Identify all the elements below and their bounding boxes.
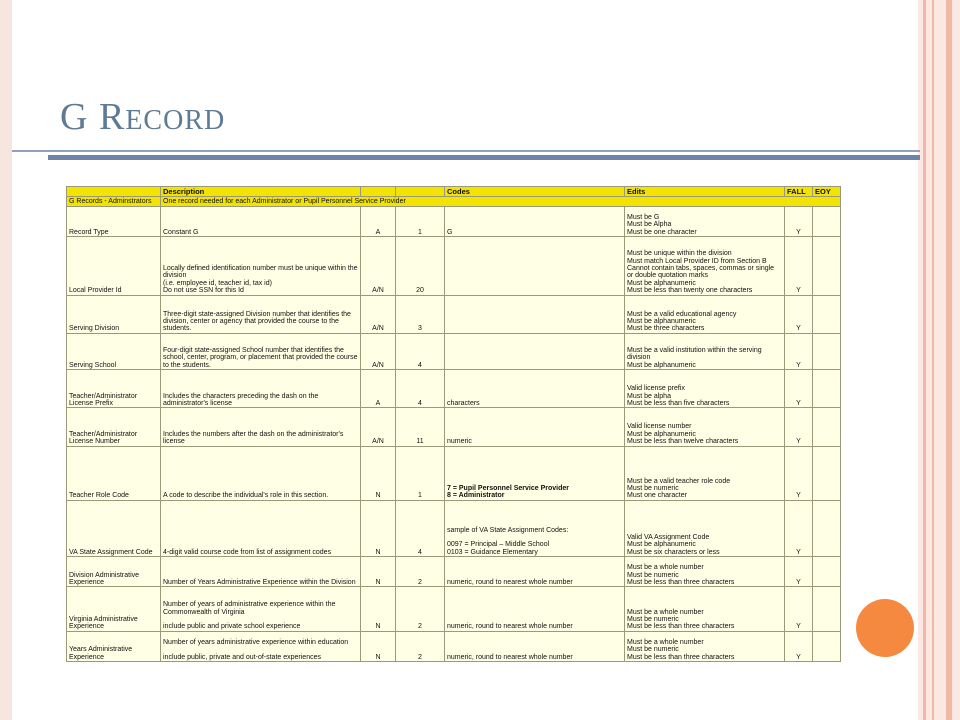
description-cell-line: (i.e. employee id, teacher id, tax id) bbox=[163, 279, 272, 287]
field-name-cell bbox=[67, 237, 161, 295]
eoy-cell bbox=[813, 370, 841, 408]
eoy-cell bbox=[813, 237, 841, 295]
header-codes: Codes bbox=[445, 187, 625, 197]
field-name-cell bbox=[67, 557, 161, 587]
length-cell: 4 bbox=[396, 333, 445, 369]
field-name-cell bbox=[67, 408, 161, 446]
fall-cell: Y bbox=[785, 295, 813, 333]
edits-cell bbox=[625, 370, 785, 408]
edits-cell-line: Must match Local Provider ID from Section B bbox=[627, 257, 767, 265]
description-cell-line: Commonwealth of Virginia bbox=[163, 608, 245, 616]
field-name-cell-line: License Number bbox=[69, 438, 120, 446]
codes-cell bbox=[445, 370, 625, 408]
codes-cell-line: 0097 = Principal – Middle School bbox=[447, 541, 550, 549]
description-cell bbox=[161, 295, 361, 333]
length-cell: 3 bbox=[396, 295, 445, 333]
eoy-cell bbox=[813, 500, 841, 556]
table-row bbox=[67, 587, 841, 631]
edits-cell-line: Must be less than twelve characters bbox=[627, 438, 739, 446]
codes-cell-line: numeric, round to nearest whole number bbox=[447, 653, 573, 661]
header-length bbox=[396, 187, 445, 197]
description-cell-line: Three-digit state-assigned Division number that identifies the bbox=[163, 310, 351, 318]
edits-cell-line: Must be alphanumeric bbox=[627, 318, 696, 326]
codes-cell-line: 0103 = Guidance Elementary bbox=[447, 548, 538, 556]
field-name-cell-line: Experience bbox=[69, 579, 105, 587]
codes-cell-line: 8 = Administrator bbox=[447, 492, 505, 500]
edits-cell-line: Must be a whole number bbox=[627, 638, 704, 646]
codes-cell bbox=[445, 446, 625, 500]
type-cell: N bbox=[361, 500, 396, 556]
left-border bbox=[0, 0, 12, 720]
fall-cell: Y bbox=[785, 446, 813, 500]
description-cell-line: include public and private school experience bbox=[163, 623, 301, 631]
description-cell-line: Locally defined identification number must be unique within the bbox=[163, 265, 358, 272]
field-name-cell bbox=[67, 370, 161, 408]
description-cell bbox=[161, 370, 361, 408]
field-name-cell-line: Virginia Administrative bbox=[69, 615, 138, 623]
codes-cell-line: characters bbox=[447, 399, 480, 407]
table-row bbox=[67, 500, 841, 556]
fall-cell: Y bbox=[785, 370, 813, 408]
codes-cell bbox=[445, 587, 625, 631]
right-stripe bbox=[932, 0, 934, 720]
description-cell-line: Number of years of administrative experience within the bbox=[163, 601, 336, 609]
edits-cell-line: Must be Alpha bbox=[627, 221, 672, 229]
codes-cell bbox=[445, 295, 625, 333]
length-cell: 4 bbox=[396, 370, 445, 408]
length-cell: 1 bbox=[396, 207, 445, 237]
type-cell: A bbox=[361, 207, 396, 237]
eoy-cell bbox=[813, 631, 841, 661]
description-cell bbox=[161, 237, 361, 295]
edits-cell bbox=[625, 631, 785, 661]
table-row bbox=[67, 631, 841, 661]
eoy-cell bbox=[813, 557, 841, 587]
edits-cell bbox=[625, 408, 785, 446]
edits-cell-line: Must be alphanumeric bbox=[627, 541, 696, 549]
edits-cell-line: Valid license prefix bbox=[627, 385, 685, 393]
edits-cell-line: Must be a valid institution within the serving bbox=[627, 346, 762, 354]
eoy-cell bbox=[813, 295, 841, 333]
description-cell-line: include public, private and out-of-state experiences bbox=[163, 653, 321, 661]
description-cell-line: Includes the numbers after the dash on the administrator's bbox=[163, 430, 344, 438]
fall-cell: Y bbox=[785, 237, 813, 295]
codes-cell-line: numeric bbox=[447, 438, 472, 446]
edits-cell-line: Must be alphanumeric bbox=[627, 361, 696, 369]
description-cell-line: license bbox=[163, 438, 185, 446]
length-cell: 4 bbox=[396, 500, 445, 556]
edits-cell-line: Must one character bbox=[627, 492, 687, 500]
title-letter: G bbox=[60, 96, 89, 138]
header-type bbox=[361, 187, 396, 197]
field-name-cell-line: Experience bbox=[69, 623, 105, 631]
header-fall: FALL bbox=[785, 187, 813, 197]
header-row bbox=[67, 187, 841, 197]
description-cell-line: 4-digit valid course code from list of assignment codes bbox=[163, 548, 332, 556]
field-name-cell-line: Local Provider Id bbox=[69, 287, 122, 295]
field-name-cell-line: Serving Division bbox=[69, 325, 120, 333]
edits-cell-line: Must be alphanumeric bbox=[627, 279, 696, 287]
edits-cell-line: Must be a valid educational agency bbox=[627, 310, 737, 318]
description-cell bbox=[161, 631, 361, 661]
section-row bbox=[67, 197, 841, 207]
description-cell-line: Includes the characters preceding the dash on the bbox=[163, 392, 319, 400]
codes-cell bbox=[445, 408, 625, 446]
header-description: Description bbox=[161, 187, 361, 197]
type-cell: N bbox=[361, 631, 396, 661]
codes-cell bbox=[445, 333, 625, 369]
table-row bbox=[67, 446, 841, 500]
section-name: G Records - Adminstrators bbox=[67, 197, 161, 207]
field-name-cell-line: Teacher/Administrator bbox=[69, 430, 138, 438]
codes-cell-line: G bbox=[447, 228, 453, 236]
edits-cell bbox=[625, 295, 785, 333]
codes-cell bbox=[445, 500, 625, 556]
type-cell: A/N bbox=[361, 408, 396, 446]
fall-cell: Y bbox=[785, 587, 813, 631]
type-cell: A/N bbox=[361, 295, 396, 333]
field-name-cell bbox=[67, 500, 161, 556]
codes-cell bbox=[445, 237, 625, 295]
length-cell: 11 bbox=[396, 408, 445, 446]
description-cell-line: Constant G bbox=[163, 228, 199, 236]
description-cell bbox=[161, 446, 361, 500]
eoy-cell bbox=[813, 408, 841, 446]
codes-cell-line: numeric, round to nearest whole number bbox=[447, 623, 573, 631]
description-cell bbox=[161, 500, 361, 556]
edits-cell-line: Must be less than five characters bbox=[627, 399, 730, 407]
type-cell: A/N bbox=[361, 237, 396, 295]
description-cell-line: school, center, program, or placement that provided the course bbox=[163, 354, 358, 362]
edits-cell-line: Valid license number bbox=[627, 423, 692, 431]
table-row bbox=[67, 370, 841, 408]
edits-cell bbox=[625, 587, 785, 631]
edits-cell-line: or double quotation marks bbox=[627, 272, 708, 280]
edits-cell-line: Must be less than three characters bbox=[627, 653, 735, 661]
edits-cell-line: Cannot contain tabs, spaces, commas or single bbox=[627, 265, 775, 272]
length-cell: 20 bbox=[396, 237, 445, 295]
field-name-cell bbox=[67, 587, 161, 631]
edits-cell-line: Must be alpha bbox=[627, 392, 671, 400]
field-name-cell bbox=[67, 631, 161, 661]
edits-cell-line: Must be numeric bbox=[627, 646, 679, 654]
section-description: One record needed for each Administrator or Pupil Personnel Service Provider bbox=[161, 197, 841, 207]
codes-cell-line: sample of VA State Assignment Codes: bbox=[447, 526, 569, 534]
edits-cell-line: Must be less than three characters bbox=[627, 579, 735, 587]
header-edits: Edits bbox=[625, 187, 785, 197]
g-record-table bbox=[66, 186, 841, 662]
eoy-cell bbox=[813, 207, 841, 237]
field-name-cell-line: Experience bbox=[69, 653, 105, 661]
edits-cell-line: Must be one character bbox=[627, 228, 697, 236]
field-name-cell-line: Serving School bbox=[69, 361, 117, 369]
description-cell-line: students. bbox=[163, 325, 192, 333]
description-cell-line: Four-digit state-assigned School number that identifies the bbox=[163, 346, 344, 354]
edits-cell-line: Must be alphanumeric bbox=[627, 430, 696, 438]
fall-cell: Y bbox=[785, 333, 813, 369]
type-cell: A/N bbox=[361, 333, 396, 369]
field-name-cell-line: Division Administrative bbox=[69, 571, 140, 579]
edits-cell bbox=[625, 207, 785, 237]
codes-cell bbox=[445, 557, 625, 587]
field-name-cell-line: License Prefix bbox=[69, 399, 113, 407]
edits-cell-line: Must be three characters bbox=[627, 325, 705, 333]
codes-cell bbox=[445, 207, 625, 237]
eoy-cell bbox=[813, 587, 841, 631]
description-cell bbox=[161, 207, 361, 237]
title-divider-thin bbox=[12, 150, 920, 152]
title-divider-thick bbox=[48, 155, 920, 160]
edits-cell-line: Must be G bbox=[627, 214, 660, 222]
field-name-cell-line: Record Type bbox=[69, 228, 109, 236]
fall-cell: Y bbox=[785, 631, 813, 661]
description-cell bbox=[161, 408, 361, 446]
table-row bbox=[67, 207, 841, 237]
description-cell-line bbox=[163, 646, 358, 653]
spreadsheet-image bbox=[66, 186, 840, 662]
edits-cell bbox=[625, 557, 785, 587]
edits-cell bbox=[625, 500, 785, 556]
codes-cell-line: numeric, round to nearest whole number bbox=[447, 579, 573, 587]
codes-cell-line: 7 = Pupil Personnel Service Provider bbox=[447, 485, 569, 493]
right-stripe bbox=[923, 0, 926, 720]
edits-cell-line: division bbox=[627, 354, 651, 362]
edits-cell bbox=[625, 446, 785, 500]
edits-cell bbox=[625, 333, 785, 369]
eoy-cell bbox=[813, 333, 841, 369]
edits-cell-line: Must be less than twenty one characters bbox=[627, 287, 753, 295]
length-cell: 2 bbox=[396, 587, 445, 631]
edits-cell-line: Must be unique within the division bbox=[627, 250, 732, 258]
title-letter: R bbox=[98, 96, 126, 138]
edits-cell-line: Must be a whole number bbox=[627, 608, 704, 616]
description-cell-line bbox=[163, 616, 358, 623]
field-name-cell-line: Teacher/Administrator bbox=[69, 392, 138, 400]
description-cell-line: to the students. bbox=[163, 361, 211, 369]
title-smallcaps: ECORD bbox=[125, 105, 226, 136]
slide-title bbox=[60, 95, 225, 139]
field-name-cell-line: Teacher Role Code bbox=[69, 492, 129, 500]
length-cell: 2 bbox=[396, 557, 445, 587]
header-name bbox=[67, 187, 161, 197]
codes-cell bbox=[445, 631, 625, 661]
type-cell: N bbox=[361, 587, 396, 631]
description-cell-line: division bbox=[163, 272, 187, 280]
description-cell bbox=[161, 587, 361, 631]
accent-circle bbox=[856, 599, 914, 657]
field-name-cell bbox=[67, 207, 161, 237]
description-cell bbox=[161, 557, 361, 587]
description-cell-line: division, center or agency that provided the course to the bbox=[163, 318, 339, 326]
field-name-cell bbox=[67, 446, 161, 500]
edits-cell-line: Must be less than three characters bbox=[627, 623, 735, 631]
description-cell-line: Number of years administrative experience within education bbox=[163, 638, 349, 646]
type-cell: N bbox=[361, 557, 396, 587]
field-name-cell-line: VA State Assignment Code bbox=[69, 548, 153, 556]
codes-cell-line bbox=[447, 534, 622, 541]
description-cell-line: A code to describe the individual's role in this section. bbox=[163, 492, 329, 500]
header-eoy: EOY bbox=[813, 187, 841, 197]
field-name-cell bbox=[67, 295, 161, 333]
description-cell-line: administrator's license bbox=[163, 399, 233, 407]
edits-cell-line: Must be a valid teacher role code bbox=[627, 477, 731, 485]
table-row bbox=[67, 557, 841, 587]
fall-cell: Y bbox=[785, 557, 813, 587]
table-row bbox=[67, 295, 841, 333]
edits-cell-line: Must be a whole number bbox=[627, 564, 704, 572]
field-name-cell bbox=[67, 333, 161, 369]
edits-cell-line: Must be numeric bbox=[627, 485, 679, 493]
description-cell-line: Do not use SSN for this Id bbox=[163, 287, 244, 295]
description-cell-line: Number of Years Administrative Experience within the Division bbox=[163, 579, 356, 587]
type-cell: A bbox=[361, 370, 396, 408]
length-cell: 2 bbox=[396, 631, 445, 661]
table-row bbox=[67, 408, 841, 446]
type-cell: N bbox=[361, 446, 396, 500]
length-cell: 1 bbox=[396, 446, 445, 500]
eoy-cell bbox=[813, 446, 841, 500]
fall-cell: Y bbox=[785, 207, 813, 237]
fall-cell: Y bbox=[785, 408, 813, 446]
edits-cell-line: Must be six characters or less bbox=[627, 548, 720, 556]
right-stripe bbox=[946, 0, 952, 720]
edits-cell-line: Must be numeric bbox=[627, 571, 679, 579]
table-row bbox=[67, 237, 841, 295]
table-row bbox=[67, 333, 841, 369]
edits-cell-line: Must be numeric bbox=[627, 615, 679, 623]
fall-cell: Y bbox=[785, 500, 813, 556]
edits-cell bbox=[625, 237, 785, 295]
field-name-cell-line: Years Administrative bbox=[69, 646, 133, 654]
edits-cell-line: Valid VA Assignment Code bbox=[627, 534, 710, 542]
description-cell bbox=[161, 333, 361, 369]
